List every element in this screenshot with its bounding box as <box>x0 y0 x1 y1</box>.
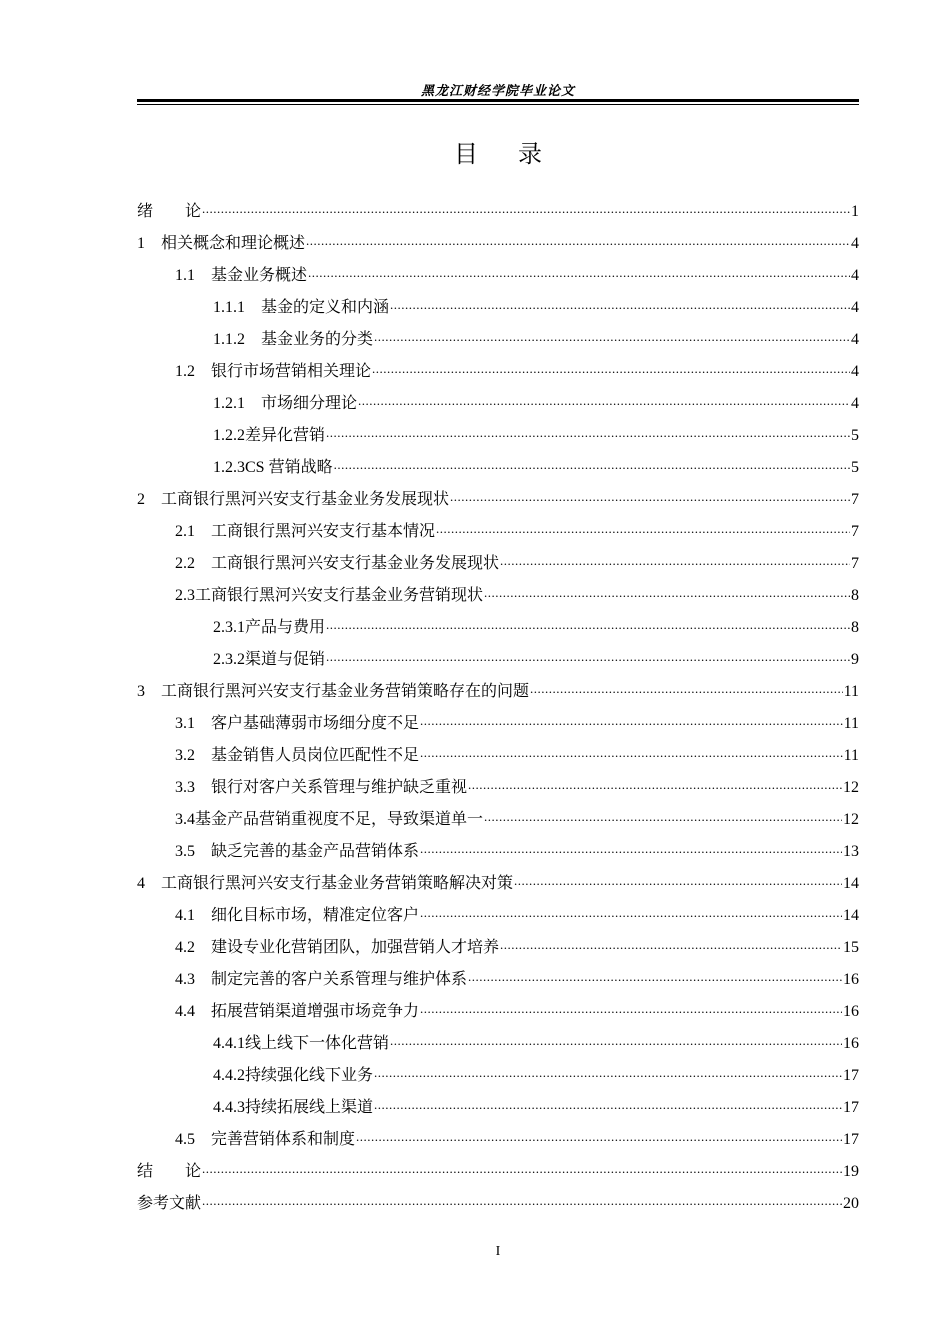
toc-leader-dots <box>356 1127 842 1147</box>
toc-entry-label <box>213 1034 389 1054</box>
toc-entry-number: 3.3 <box>175 779 212 796</box>
toc-entry[interactable] <box>137 734 859 766</box>
toc-entry-text: 制定完善的客户关系管理与维护体系 <box>211 971 468 988</box>
toc-entry-text: 拓展营销渠道增强市场竞争力 <box>211 1003 420 1020</box>
toc-entry-page: 16 <box>843 1035 859 1052</box>
toc-entry-number: 3.4 <box>175 811 195 828</box>
toc-entry-label <box>175 970 467 990</box>
toc-leader-dots <box>202 1191 842 1211</box>
toc-entry-number: 4.5 <box>175 1131 212 1148</box>
toc-entry-number: 4 <box>137 875 162 892</box>
toc-leader-dots <box>468 775 842 795</box>
toc-entry-number: 4.4.3 <box>213 1099 245 1116</box>
toc-leader-dots <box>202 199 850 219</box>
toc-entry[interactable] <box>137 446 859 478</box>
toc-entry-page: 11 <box>843 747 859 764</box>
toc-entry-page: 13 <box>843 843 859 860</box>
toc-entry-text: 参考文献 <box>137 1195 202 1212</box>
toc-entry-label <box>175 554 499 574</box>
toc-entry-page: 17 <box>843 1067 859 1084</box>
toc-entry-label <box>175 810 483 830</box>
toc-entry-label <box>175 778 467 798</box>
toc-entry-text: 渠道与促销 <box>245 651 326 668</box>
toc-entry-label <box>213 426 325 446</box>
toc-entry[interactable] <box>137 574 859 606</box>
toc-entry[interactable] <box>137 926 859 958</box>
toc-leader-dots <box>420 743 843 763</box>
toc-entry[interactable] <box>137 958 859 990</box>
toc-entry-text: 产品与费用 <box>245 619 326 636</box>
toc-leader-dots <box>450 487 850 507</box>
toc-entry-number: 1.2.2 <box>213 427 245 444</box>
toc-leader-dots <box>326 647 850 667</box>
toc-entry[interactable] <box>137 990 859 1022</box>
toc-entry-number: 3 <box>137 683 162 700</box>
toc-leader-dots <box>374 1063 842 1083</box>
toc-entry-label <box>137 874 513 894</box>
toc-entry[interactable] <box>137 1054 859 1086</box>
toc-entry-text: 基金业务概述 <box>211 267 308 284</box>
toc-entry-page: 4 <box>851 299 859 316</box>
table-of-contents <box>137 190 859 1214</box>
toc-entry-label <box>213 394 357 414</box>
toc-entry-label <box>137 1162 201 1182</box>
toc-entry-page: 7 <box>851 555 859 572</box>
toc-leader-dots <box>326 423 850 443</box>
toc-entry-label <box>175 746 419 766</box>
toc-entry-page: 14 <box>843 875 859 892</box>
toc-entry-text: 持续拓展线上渠道 <box>245 1099 374 1116</box>
page-number: I <box>495 1244 501 1259</box>
toc-entry[interactable] <box>137 766 859 798</box>
toc-entry-text: 工商银行黑河兴安支行基金业务营销策略解决对策 <box>161 875 514 892</box>
toc-entry-number: 1 <box>137 235 162 252</box>
toc-entry[interactable] <box>137 1022 859 1054</box>
toc-entry[interactable] <box>137 798 859 830</box>
toc-entry-text: 工商银行黑河兴安支行基金业务发展现状 <box>161 491 450 508</box>
toc-entry-label <box>175 586 483 606</box>
toc-leader-dots <box>420 711 843 731</box>
toc-entry-label <box>213 298 389 318</box>
toc-entry-label <box>137 202 201 222</box>
toc-entry-text: 银行对客户关系管理与维护缺乏重视 <box>211 779 468 796</box>
toc-entry[interactable] <box>137 350 859 382</box>
toc-entry-page: 19 <box>843 1163 859 1180</box>
toc-entry-label <box>213 330 373 350</box>
toc-entry-label <box>175 1002 419 1022</box>
toc-entry-label <box>175 842 419 862</box>
toc-entry-number: 2 <box>137 491 162 508</box>
toc-entry-text: 相关概念和理论概述 <box>161 235 306 252</box>
toc-heading <box>137 134 859 169</box>
toc-entry-text: 基金的定义和内涵 <box>261 299 390 316</box>
toc-entry-number: 4.2 <box>175 939 212 956</box>
toc-heading-char-1: 目 <box>454 140 478 168</box>
toc-entry-text: 客户基础薄弱市场细分度不足 <box>211 715 420 732</box>
toc-entry[interactable] <box>137 830 859 862</box>
toc-entry-page: 4 <box>851 395 859 412</box>
toc-entry-number: 1.2.3 <box>213 459 245 476</box>
toc-leader-dots <box>420 903 842 923</box>
toc-entry[interactable] <box>137 190 859 222</box>
toc-entry-text: 银行市场营销相关理论 <box>211 363 372 380</box>
toc-entry-text: 缺乏完善的基金产品营销体系 <box>211 843 420 860</box>
toc-entry-page: 11 <box>843 683 859 700</box>
toc-entry-text: 建设专业化营销团队，加强营销人才培养 <box>211 939 500 956</box>
toc-entry-text: CS 营销战略 <box>245 459 333 476</box>
toc-entry-label <box>137 682 529 702</box>
toc-entry-number: 4.4.2 <box>213 1067 245 1084</box>
toc-entry-text: 细化目标市场，精准定位客户 <box>211 907 420 924</box>
toc-entry[interactable] <box>137 1118 859 1150</box>
toc-entry-text: 结 论 <box>137 1163 202 1180</box>
toc-entry-text: 基金业务的分类 <box>261 331 374 348</box>
toc-leader-dots <box>500 935 842 955</box>
toc-entry-text: 工商银行黑河兴安支行基金业务营销现状 <box>195 587 484 604</box>
toc-entry-number: 1.1 <box>175 267 212 284</box>
toc-entry-number: 2.3 <box>175 587 195 604</box>
toc-leader-dots <box>358 391 850 411</box>
toc-entry[interactable] <box>137 510 859 542</box>
toc-entry-page: 9 <box>851 651 859 668</box>
toc-leader-dots <box>436 519 850 539</box>
toc-entry[interactable] <box>137 638 859 670</box>
toc-leader-dots <box>468 967 842 987</box>
toc-entry[interactable] <box>137 1086 859 1118</box>
toc-entry-number: 4.3 <box>175 971 212 988</box>
toc-entry-page: 7 <box>851 491 859 508</box>
toc-entry-page: 17 <box>843 1131 859 1148</box>
toc-entry-text: 差异化营销 <box>245 427 326 444</box>
toc-entry-number: 1.2.1 <box>213 395 262 412</box>
toc-entry-page: 8 <box>851 619 859 636</box>
toc-entry-number: 1.1.2 <box>213 331 262 348</box>
toc-entry[interactable] <box>137 862 859 894</box>
toc-entry-page: 16 <box>843 971 859 988</box>
toc-leader-dots <box>484 807 842 827</box>
toc-leader-dots <box>326 615 850 635</box>
toc-entry-page: 14 <box>843 907 859 924</box>
toc-leader-dots <box>306 231 850 251</box>
toc-entry-number: 2.2 <box>175 555 212 572</box>
toc-leader-dots <box>420 999 842 1019</box>
toc-entry-label <box>137 1194 201 1214</box>
toc-entry-page: 4 <box>851 331 859 348</box>
toc-entry-page: 1 <box>851 203 859 220</box>
toc-entry-number: 4.1 <box>175 907 212 924</box>
toc-entry[interactable] <box>137 606 859 638</box>
toc-entry-page: 17 <box>843 1099 859 1116</box>
toc-entry[interactable] <box>137 670 859 702</box>
toc-entry-page: 8 <box>851 587 859 604</box>
toc-entry-page: 7 <box>851 523 859 540</box>
toc-entry-text: 工商银行黑河兴安支行基本情况 <box>211 523 436 540</box>
toc-entry-text: 市场细分理论 <box>261 395 358 412</box>
toc-entry-text: 工商银行黑河兴安支行基金业务营销策略存在的问题 <box>161 683 530 700</box>
toc-entry-label <box>213 1066 373 1086</box>
toc-entry-label <box>175 1130 355 1150</box>
header-rule-thick <box>137 99 859 102</box>
toc-entry-number: 1.1.1 <box>213 299 262 316</box>
toc-entry-page: 4 <box>851 363 859 380</box>
toc-entry-page: 12 <box>843 779 859 796</box>
toc-entry-label <box>213 1098 373 1118</box>
toc-entry-number: 4.4.1 <box>213 1035 245 1052</box>
toc-entry[interactable] <box>137 478 859 510</box>
toc-leader-dots <box>420 839 842 859</box>
toc-entry-number: 4.4 <box>175 1003 212 1020</box>
toc-entry-label <box>175 938 499 958</box>
toc-leader-dots <box>202 1159 842 1179</box>
toc-entry[interactable] <box>137 1150 859 1182</box>
toc-entry-number: 3.5 <box>175 843 212 860</box>
toc-entry-label <box>137 490 449 510</box>
toc-leader-dots <box>374 327 850 347</box>
toc-entry[interactable] <box>137 1182 859 1214</box>
toc-entry[interactable] <box>137 286 859 318</box>
toc-leader-dots <box>372 359 850 379</box>
toc-entry-page: 20 <box>843 1195 859 1212</box>
toc-entry[interactable] <box>137 254 859 286</box>
toc-entry-label <box>175 362 371 382</box>
toc-entry-text: 基金产品营销重视度不足，导致渠道单一 <box>195 811 484 828</box>
toc-entry-number: 1.2 <box>175 363 212 380</box>
toc-entry-page: 16 <box>843 1003 859 1020</box>
toc-entry-label <box>175 714 419 734</box>
toc-leader-dots <box>390 295 850 315</box>
toc-entry-label <box>213 650 325 670</box>
toc-entry-text: 持续强化线下业务 <box>245 1067 374 1084</box>
toc-entry-number: 3.2 <box>175 747 212 764</box>
toc-leader-dots <box>530 679 843 699</box>
toc-heading-char-2: 录 <box>518 140 542 168</box>
toc-entry-number: 2.3.1 <box>213 619 245 636</box>
toc-leader-dots <box>484 583 850 603</box>
toc-entry-label <box>175 266 307 286</box>
toc-entry-number: 2.1 <box>175 523 212 540</box>
toc-entry-label <box>213 458 333 478</box>
toc-entry-page: 11 <box>843 715 859 732</box>
toc-entry-number: 2.3.2 <box>213 651 245 668</box>
page-header-title: 黑龙江财经学院毕业论文 <box>420 84 575 99</box>
toc-leader-dots <box>334 455 850 475</box>
toc-entry[interactable] <box>137 318 859 350</box>
toc-leader-dots <box>374 1095 842 1115</box>
toc-entry-text: 线上线下一体化营销 <box>245 1035 390 1052</box>
toc-entry-label <box>175 906 419 926</box>
toc-entry-label <box>137 234 305 254</box>
toc-entry-page: 15 <box>843 939 859 956</box>
toc-entry[interactable] <box>137 382 859 414</box>
toc-entry-text: 工商银行黑河兴安支行基金业务发展现状 <box>211 555 500 572</box>
toc-leader-dots <box>500 551 850 571</box>
toc-entry-label <box>213 618 325 638</box>
toc-entry-page: 4 <box>851 235 859 252</box>
toc-entry-page: 4 <box>851 267 859 284</box>
toc-leader-dots <box>308 263 850 283</box>
toc-entry[interactable] <box>137 414 859 446</box>
toc-entry[interactable] <box>137 702 859 734</box>
toc-entry-text: 基金销售人员岗位匹配性不足 <box>211 747 420 764</box>
toc-leader-dots <box>514 871 842 891</box>
toc-entry-number: 3.1 <box>175 715 212 732</box>
toc-entry-page: 12 <box>843 811 859 828</box>
header-rule-thin <box>137 104 859 105</box>
toc-entry-text: 完善营销体系和制度 <box>211 1131 356 1148</box>
toc-entry[interactable] <box>137 542 859 574</box>
toc-entry-label <box>175 522 435 542</box>
toc-entry-page: 5 <box>851 427 859 444</box>
toc-entry[interactable] <box>137 222 859 254</box>
toc-entry-text: 绪 论 <box>137 203 202 220</box>
toc-entry[interactable] <box>137 894 859 926</box>
toc-leader-dots <box>390 1031 842 1051</box>
toc-entry-page: 5 <box>851 459 859 476</box>
